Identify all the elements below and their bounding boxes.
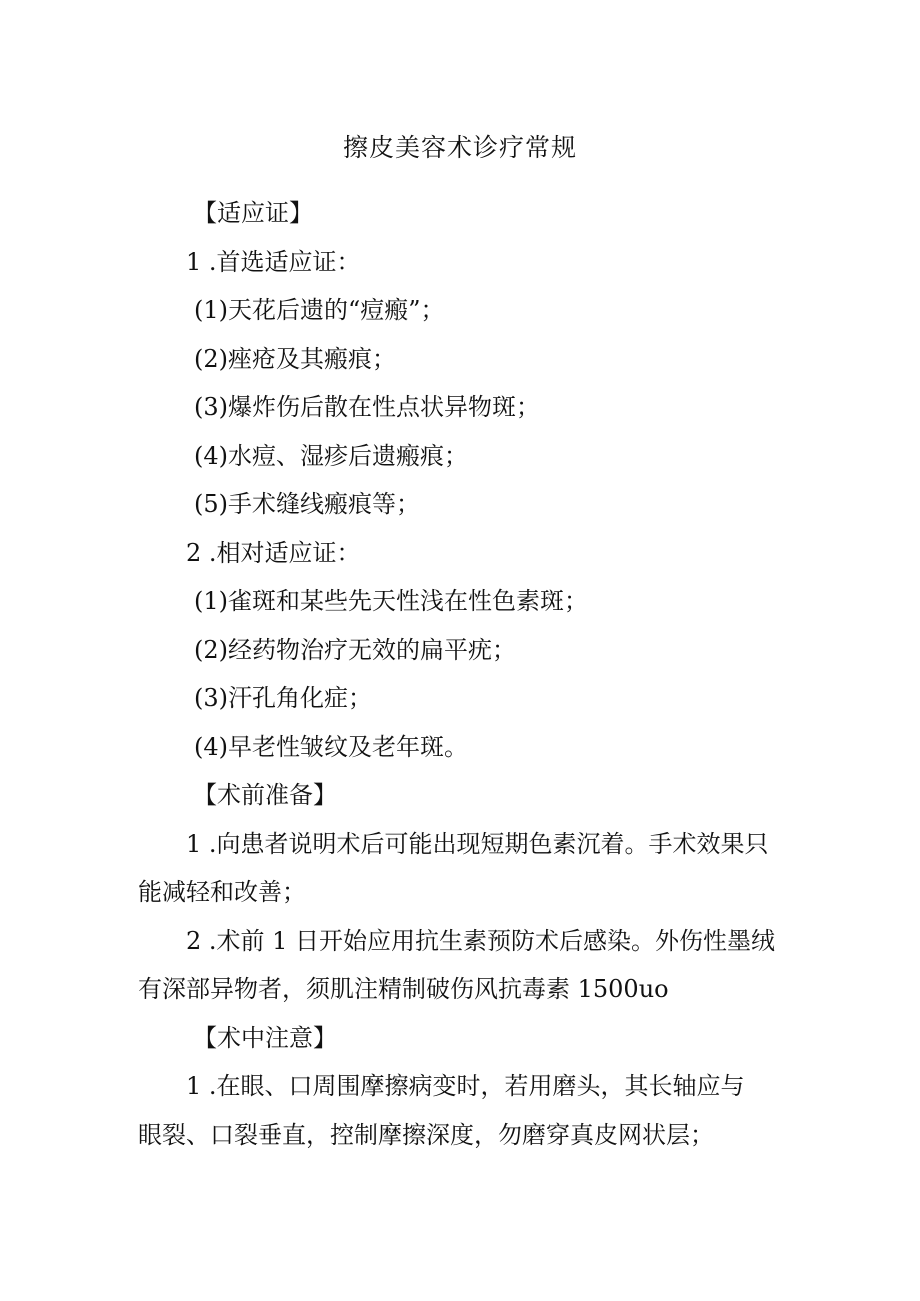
relative-indication-item: (4)早老性皱纹及老年斑。: [194, 733, 468, 761]
primary-indications-label: 1 .首选适应证：: [186, 248, 361, 276]
document-title: 擦皮美容术诊疗常规: [342, 133, 577, 162]
primary-indication-item: (2)痤疮及其瘢痕；: [194, 345, 396, 373]
preop-paragraph-1-line: 能减轻和改善；: [138, 878, 306, 906]
primary-indication-item: (4)水痘、湿疹后遗瘢痕；: [194, 442, 468, 470]
primary-indication-item: (3)爆炸伤后散在性点状异物斑；: [194, 393, 540, 421]
intraop-heading: 【术中注意】: [193, 1024, 337, 1052]
relative-indication-item: (2)经药物治疗无效的扁平疣；: [194, 636, 516, 664]
relative-indication-item: (3)汗孔角化症；: [194, 684, 372, 712]
intraop-paragraph-1-line: 1 .在眼、口周围摩擦病变时，若用磨头，其长轴应与: [186, 1072, 745, 1100]
preop-paragraph-2-line: 2 .术前 1 日开始应用抗生素预防术后感染。外伤性墨绒: [186, 927, 776, 955]
intraop-paragraph-1-line: 眼裂、口裂垂直，控制摩擦深度，勿磨穿真皮网状层；: [138, 1121, 714, 1149]
indications-heading: 【适应证】: [193, 199, 313, 227]
relative-indication-item: (1)雀斑和某些先天性浅在性色素斑；: [194, 587, 588, 615]
preop-heading: 【术前准备】: [193, 781, 337, 809]
primary-indication-item: (5)手术缝线瘢痕等；: [194, 490, 420, 518]
preop-paragraph-2-line: 有深部异物者，须肌注精制破伤风抗毒素 1500uo: [138, 975, 669, 1003]
primary-indication-item: (1)天花后遗的“痘瘢”；: [194, 296, 445, 324]
relative-indications-label: 2 .相对适应证：: [186, 539, 361, 567]
preop-paragraph-1-line: 1 .向患者说明术后可能出现短期色素沉着。手术效果只: [186, 830, 769, 858]
